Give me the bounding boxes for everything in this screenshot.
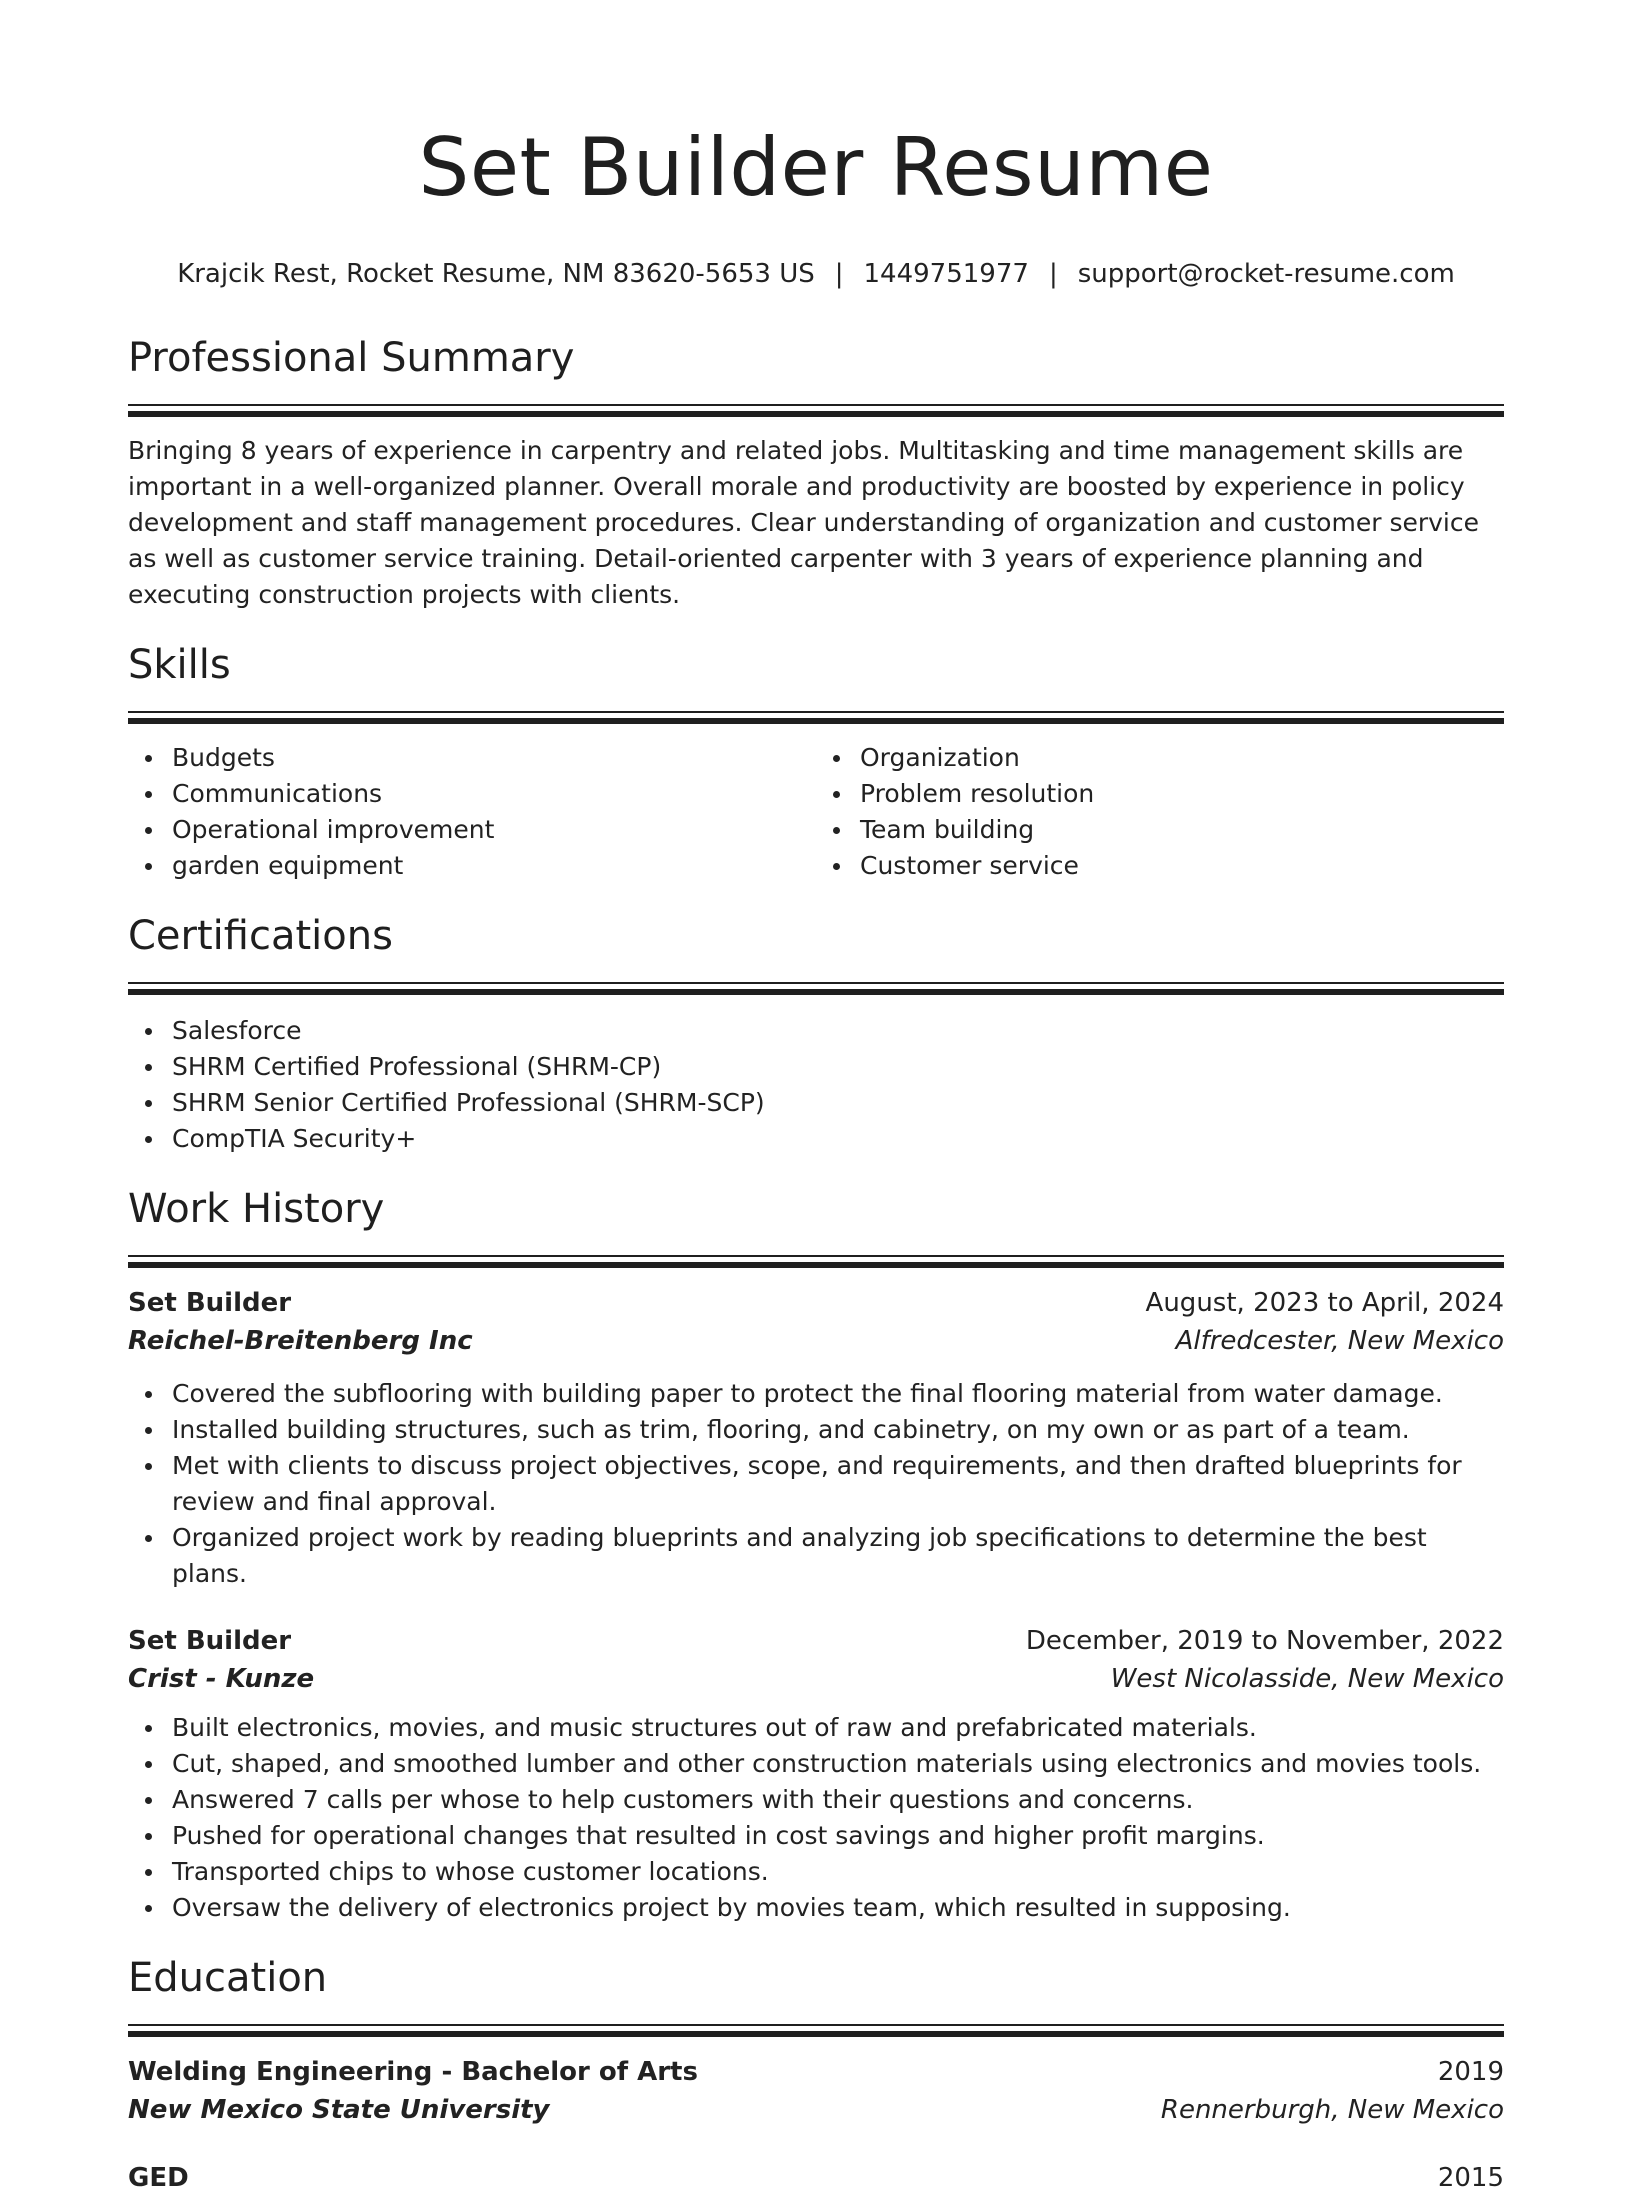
job-bullet: Transported chips to whose customer locations.	[172, 1854, 1504, 1890]
job-location: West Nicolasside, New Mexico	[1110, 1664, 1504, 1694]
section-divider	[128, 711, 1504, 724]
certification-item: SHRM Senior Certified Professional (SHRM-SCP)	[172, 1085, 1504, 1121]
job-bullet: Cut, shaped, and smoothed lumber and other construction materials using electronics and movies tools.	[172, 1746, 1504, 1782]
contact-line	[128, 256, 1504, 292]
job-title: Set Builder	[128, 1626, 292, 1656]
section-heading-certifications: Certifications	[128, 913, 393, 959]
job-title: Set Builder	[128, 1288, 292, 1318]
job-company: Reichel-Breitenberg Inc	[128, 1326, 473, 1356]
section-heading-summary: Professional Summary	[128, 335, 575, 381]
certification-item: CompTIA Security+	[172, 1121, 1504, 1157]
job-bullet: Met with clients to discuss project objectives, scope, and requirements, and then drafted blueprints for review and final approval.	[172, 1448, 1504, 1520]
education-location: Rennerburgh, New Mexico	[1160, 2095, 1504, 2125]
contact-address: Krajcik Rest, Rocket Resume, NM 83620-5653 US	[177, 259, 815, 289]
education-entry	[128, 2159, 1504, 2197]
job-bullet: Oversaw the delivery of electronics project by movies team, which resulted in supposing.	[172, 1890, 1504, 1926]
education-entry	[128, 2053, 1504, 2129]
job-company: Crist - Kunze	[128, 1664, 315, 1694]
section-divider	[128, 982, 1504, 995]
section-divider	[128, 404, 1504, 417]
job-location: Alfredcester, New Mexico	[1175, 1326, 1504, 1356]
resume-title: Set Builder Resume	[418, 121, 1214, 214]
contact-separator: |	[1048, 259, 1058, 289]
skills-column-right	[816, 740, 1504, 884]
skills-column-left	[128, 740, 816, 884]
job-bullet: Answered 7 calls per whose to help customers with their questions and concerns.	[172, 1782, 1504, 1818]
job-header	[128, 1284, 1504, 1322]
section-certifications	[128, 910, 1504, 1157]
section-heading-education: Education	[128, 1955, 328, 2001]
job-subheader	[128, 1660, 1504, 1698]
education-degree: Welding Engineering - Bachelor of Arts	[128, 2057, 698, 2087]
section-work-history	[128, 1183, 1504, 1926]
skill-item: Team building	[860, 812, 1504, 848]
contact-separator: |	[834, 259, 844, 289]
skills-columns	[128, 740, 1504, 884]
education-header	[128, 2159, 1504, 2197]
section-divider	[128, 2024, 1504, 2037]
section-education	[128, 1952, 1504, 2197]
section-divider	[128, 1255, 1504, 1268]
skill-item: Operational improvement	[172, 812, 816, 848]
job-bullet: Built electronics, movies, and music structures out of raw and prefabricated materials.	[172, 1710, 1504, 1746]
summary-text: Bringing 8 years of experience in carpentry and related jobs. Multitasking and time management skills are important in a well-organized planner. Overall morale and productivity are boosted by experience in policy development and staff management procedures. Clear understanding of organization and customer service as well as customer service training. Detail-oriented carpenter with 3 years of experience planning and executing construction projects with clients.	[128, 436, 1479, 609]
skill-item: Communications	[172, 776, 816, 812]
contact-phone: 1449751977	[863, 259, 1029, 289]
skill-item: Budgets	[172, 740, 816, 776]
education-degree: GED	[128, 2163, 189, 2193]
job-bullet: Installed building structures, such as trim, flooring, and cabinetry, on my own or as part of a team.	[172, 1412, 1504, 1448]
section-summary	[128, 332, 1504, 613]
job-entry	[128, 1284, 1504, 1592]
skill-item: Organization	[860, 740, 1504, 776]
education-year: 2019	[1437, 2057, 1504, 2087]
section-skills	[128, 639, 1504, 884]
job-bullet: Covered the subflooring with building paper to protect the final flooring material from water damage.	[172, 1376, 1504, 1412]
job-entry	[128, 1622, 1504, 1926]
certification-item: SHRM Certified Professional (SHRM-CP)	[172, 1049, 1504, 1085]
skill-item: Problem resolution	[860, 776, 1504, 812]
certification-item: Salesforce	[172, 1013, 1504, 1049]
education-subheader	[128, 2091, 1504, 2129]
education-school: New Mexico State University	[128, 2095, 550, 2125]
job-subheader	[128, 1322, 1504, 1360]
job-bullet: Pushed for operational changes that resulted in cost savings and higher profit margins.	[172, 1818, 1504, 1854]
skill-item: garden equipment	[172, 848, 816, 884]
education-header	[128, 2053, 1504, 2091]
job-dates: December, 2019 to November, 2022	[1025, 1626, 1504, 1656]
job-header	[128, 1622, 1504, 1660]
job-dates: August, 2023 to April, 2024	[1145, 1288, 1504, 1318]
education-year: 2015	[1437, 2163, 1504, 2193]
contact-email: support@rocket-resume.com	[1077, 259, 1455, 289]
section-heading-work: Work History	[128, 1186, 385, 1232]
skill-item: Customer service	[860, 848, 1504, 884]
job-bullet: Organized project work by reading blueprints and analyzing job specifications to determine the best plans.	[172, 1520, 1504, 1592]
section-heading-skills: Skills	[128, 642, 231, 688]
